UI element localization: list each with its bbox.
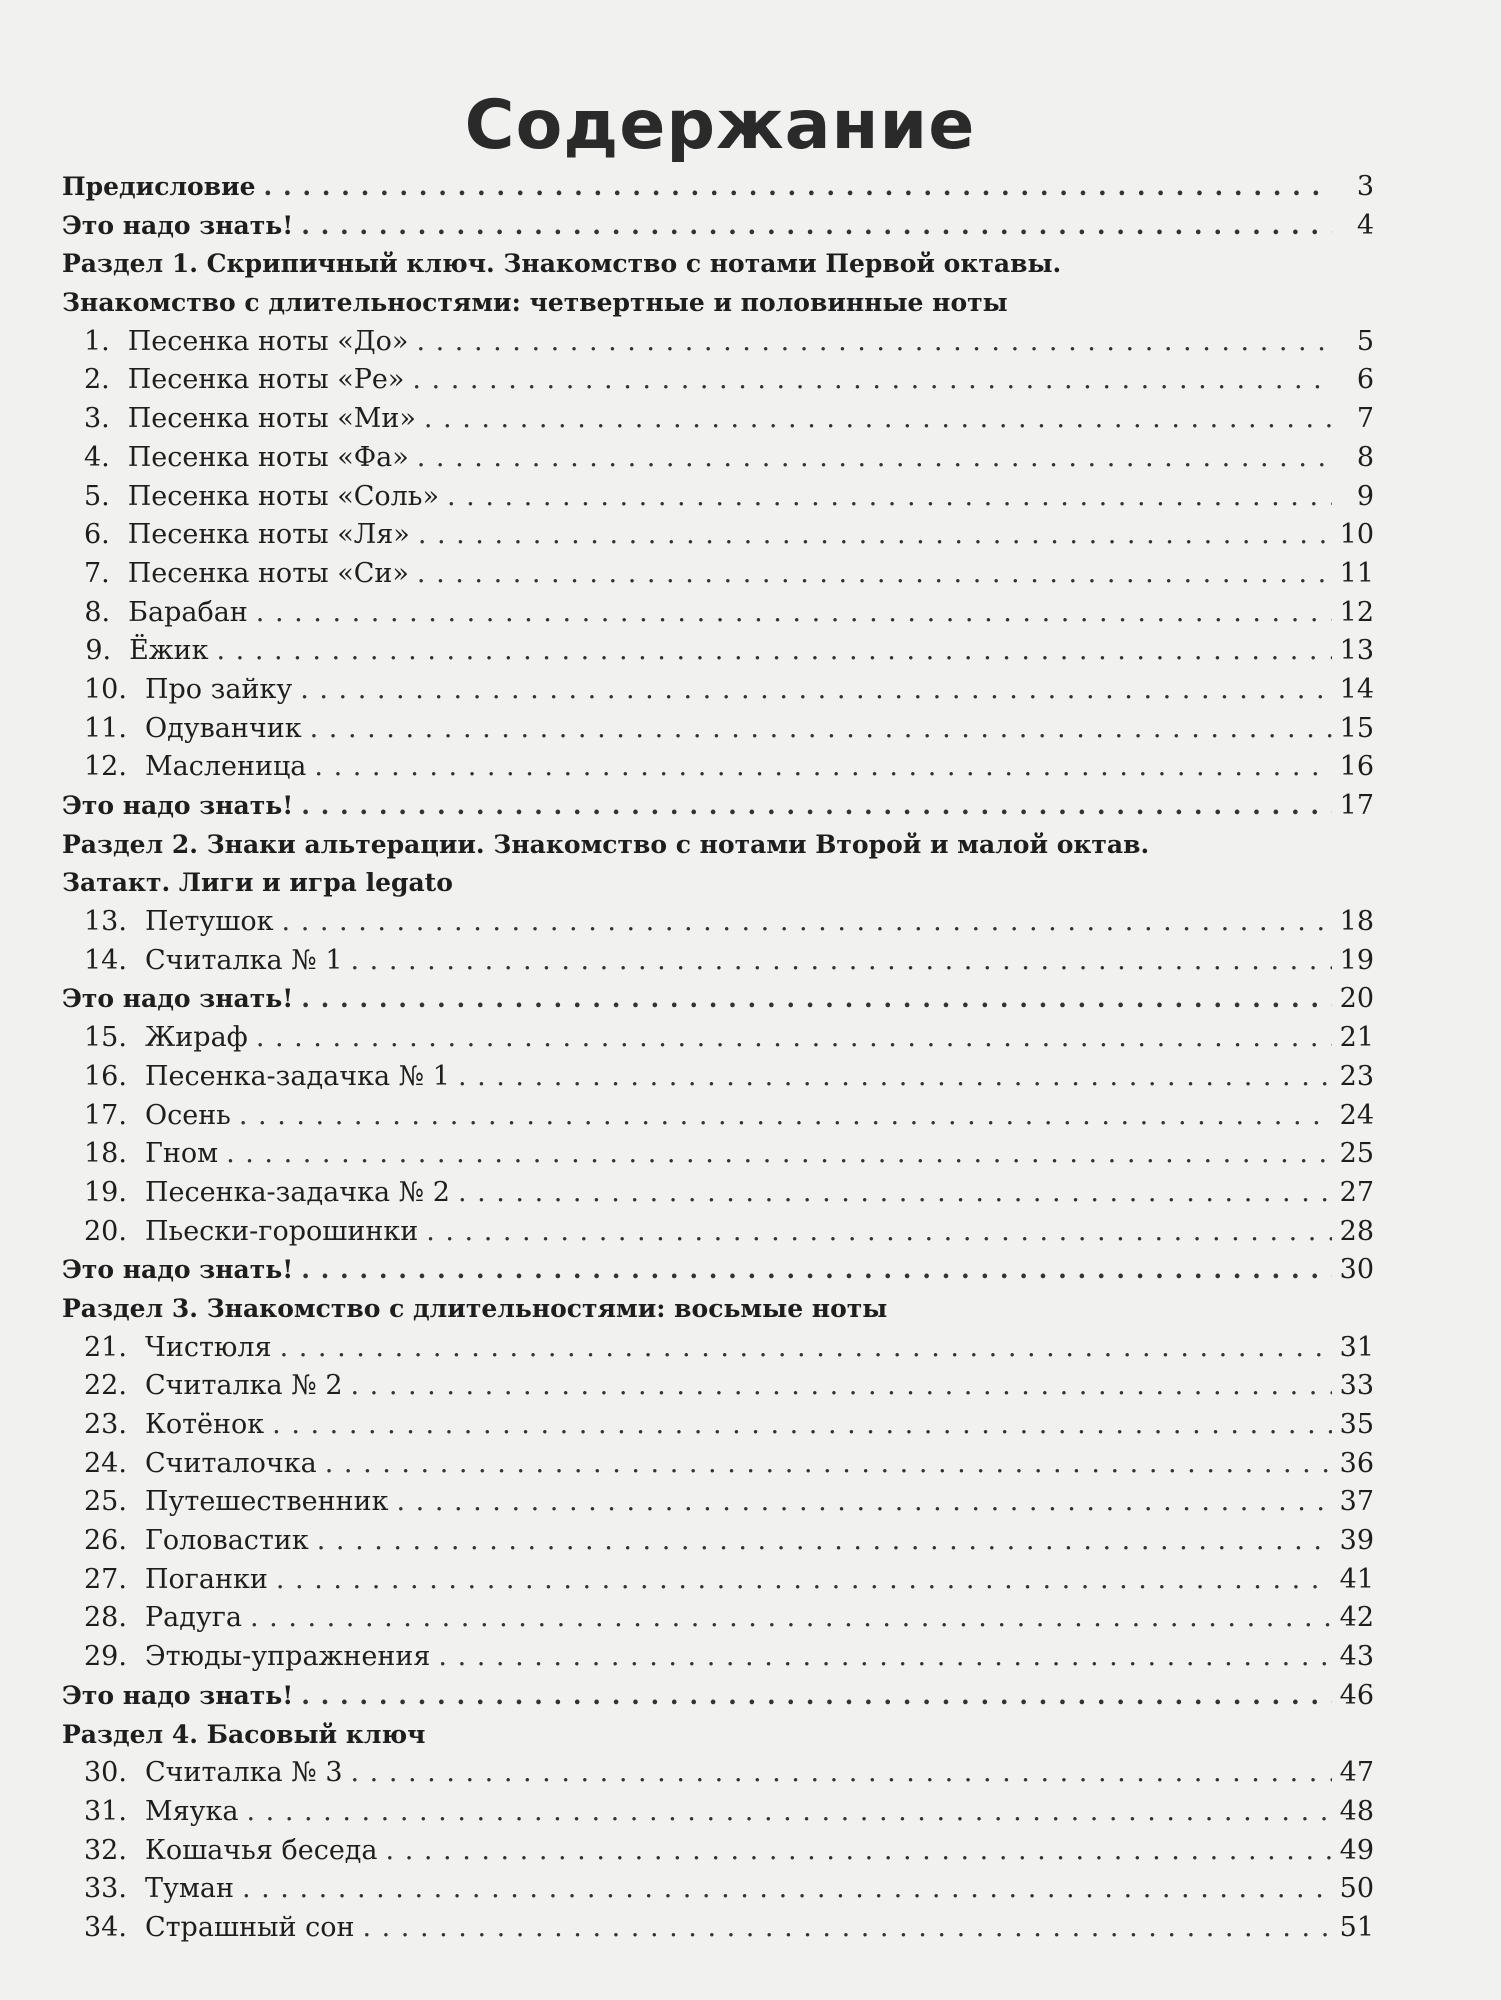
dot-leader [418, 516, 1332, 555]
toc-entry-label: Песенка ноты «До» [127, 325, 409, 357]
dot-leader [458, 1058, 1332, 1097]
dot-leader [447, 478, 1332, 517]
toc-item-number: 4. [84, 441, 110, 473]
dot-leader [426, 1213, 1331, 1252]
toc-page-number: 23 [1339, 1060, 1374, 1092]
toc-item-number: 29. [84, 1641, 127, 1673]
toc-section-heading [62, 245, 1374, 284]
dot-leader [417, 439, 1332, 478]
toc-entry-label: Этюды-упражнения [144, 1641, 431, 1673]
toc-section-heading [62, 1290, 1374, 1329]
toc-entry-label: Туман [144, 1873, 234, 1905]
toc-item [62, 1367, 1374, 1406]
toc-entry-label: Мяука [144, 1795, 239, 1827]
toc-entry-label: Считалка № 1 [144, 944, 343, 976]
toc-item [62, 439, 1374, 478]
page-title: Содержание [464, 85, 976, 165]
toc-item-number: 31. [84, 1795, 127, 1827]
toc-entry-label: Страшный сон [144, 1911, 355, 1943]
toc-page-number: 15 [1339, 712, 1374, 744]
dot-leader [386, 1832, 1332, 1871]
toc-entry-label: Затакт. Лиги и игра legato [62, 868, 453, 898]
toc-entry-label: Петушок [144, 906, 274, 938]
toc-entry-label: Кошачья беседа [144, 1834, 378, 1866]
toc-entry-label: Путешественник [144, 1486, 389, 1518]
toc-page-number: 24 [1339, 1099, 1374, 1131]
dot-leader [272, 1406, 1331, 1445]
toc-page-number: 28 [1339, 1215, 1374, 1247]
toc-entry-label: Одуванчик [144, 712, 302, 744]
dot-leader [325, 1445, 1332, 1484]
toc-page-number: 13 [1339, 635, 1374, 667]
toc-item-number: 13. [84, 906, 127, 938]
toc-item [62, 710, 1374, 749]
dot-leader [239, 1097, 1332, 1136]
toc-entry-label: Пьески-горошинки [144, 1215, 419, 1247]
toc-page-number: 39 [1339, 1525, 1374, 1557]
dot-leader [300, 671, 1331, 710]
dot-leader [458, 1174, 1332, 1213]
toc-item-number: 11. [84, 712, 127, 744]
toc-entry-label: Раздел 3. Знакомство с длительностями: восьмые ноты [62, 1293, 888, 1323]
toc-item [62, 1832, 1374, 1871]
toc-page-number: 46 [1339, 1679, 1374, 1711]
toc-item-number: 2. [84, 364, 110, 396]
toc-entry-label: Масленица [144, 751, 307, 783]
toc-section-heading [62, 284, 1374, 323]
dot-leader [301, 787, 1331, 826]
toc-item-number: 7. [84, 557, 110, 589]
toc-entry-label: Знакомство с длительностями: четвертные и половинные ноты [62, 288, 1008, 318]
toc-item-number: 19. [84, 1176, 127, 1208]
toc-bold-entry [62, 980, 1374, 1019]
toc-item [62, 555, 1374, 594]
toc-item-number: 20. [84, 1215, 127, 1247]
toc-item [62, 942, 1374, 981]
toc-page-number: 36 [1339, 1447, 1374, 1479]
dot-leader [317, 1522, 1332, 1561]
toc-item [62, 632, 1374, 671]
toc-item-number: 30. [84, 1757, 127, 1789]
toc-item [62, 671, 1374, 710]
dot-leader [351, 1367, 1332, 1406]
toc-item [62, 1406, 1374, 1445]
toc-page-number: 48 [1339, 1795, 1374, 1827]
toc-section-heading [62, 864, 1374, 903]
toc-page-number: 8 [1356, 441, 1374, 473]
toc-page-number: 42 [1339, 1602, 1374, 1634]
toc-bold-entry [62, 207, 1374, 246]
toc-page-number: 18 [1339, 906, 1374, 938]
toc-page-number: 43 [1339, 1641, 1374, 1673]
toc-item-number: 8. [84, 596, 111, 628]
toc-bold-entry [62, 168, 1374, 207]
toc-bold-entry [62, 1677, 1374, 1716]
toc-page-number: 3 [1356, 171, 1374, 202]
toc-item-number: 9. [85, 635, 112, 667]
toc-item [62, 361, 1374, 400]
toc-entry-label: Котёнок [144, 1409, 265, 1440]
toc-item [62, 1019, 1374, 1058]
toc-entry-label: Раздел 4. Басовый ключ [62, 1719, 426, 1749]
toc-item [62, 748, 1374, 787]
toc-item-number: 16. [84, 1060, 127, 1092]
toc-bold-entry [62, 1251, 1374, 1290]
toc-entry-label: Считалка № 2 [144, 1370, 343, 1402]
toc-page-number: 25 [1339, 1138, 1374, 1170]
dot-leader [416, 323, 1332, 362]
toc-entry-label: Это надо знать! [62, 984, 294, 1014]
toc-entry-label: Гном [144, 1138, 219, 1170]
toc-item-number: 12. [84, 751, 127, 783]
toc-page-number: 9 [1356, 480, 1374, 512]
toc-item [62, 1522, 1374, 1561]
toc-item [62, 1213, 1374, 1252]
dot-leader [314, 748, 1331, 787]
toc-item [62, 1793, 1374, 1832]
toc-entry-label: Песенка-задачка № 2 [144, 1176, 450, 1208]
dot-leader [310, 710, 1332, 749]
toc-entry-label: Ёжик [129, 635, 209, 667]
dot-leader [276, 1561, 1332, 1600]
toc-entry-label: Поганки [144, 1563, 268, 1595]
dot-leader [351, 942, 1332, 981]
toc-page-number: 16 [1339, 751, 1374, 783]
toc-item [62, 323, 1374, 362]
toc-item [62, 1174, 1374, 1213]
toc-item [62, 1135, 1374, 1174]
toc-page-number: 17 [1339, 790, 1374, 821]
toc-item [62, 1909, 1374, 1948]
dot-leader [301, 980, 1331, 1019]
toc-item [62, 903, 1374, 942]
toc-entry-label: Предисловие [62, 172, 256, 201]
toc-item [62, 1329, 1374, 1368]
toc-item-number: 6. [84, 519, 110, 551]
dot-leader [301, 1251, 1331, 1290]
toc-page-number: 5 [1356, 325, 1374, 357]
toc-page-number: 4 [1356, 209, 1374, 241]
toc-item-number: 25. [84, 1486, 127, 1518]
toc-item [62, 516, 1374, 555]
toc-page-number: 41 [1339, 1563, 1374, 1595]
toc-page-number: 37 [1339, 1486, 1374, 1518]
toc-page-number: 7 [1356, 403, 1374, 435]
toc-entry-label: Песенка ноты «Соль» [127, 480, 440, 512]
toc-entry-label: Песенка-задачка № 1 [144, 1060, 450, 1092]
toc-page-number: 49 [1339, 1834, 1374, 1866]
dot-leader [282, 903, 1332, 942]
toc-item-number: 5. [84, 480, 110, 512]
dot-leader [438, 1638, 1331, 1677]
toc-page-number: 12 [1339, 596, 1374, 628]
toc-entry-label: Раздел 2. Знаки альтерации. Знакомство с нотами Второй и малой октав. [62, 829, 1150, 859]
toc-item-number: 21. [84, 1331, 127, 1363]
toc-entry-label: Считалочка [144, 1447, 317, 1479]
toc-page-number: 20 [1339, 983, 1374, 1015]
toc-entry-label: Песенка ноты «Фа» [127, 441, 409, 473]
toc-page-number: 35 [1339, 1409, 1374, 1440]
table-of-contents [62, 168, 1374, 1948]
toc-page-number: 50 [1339, 1873, 1374, 1905]
toc-page-number: 14 [1339, 673, 1374, 705]
toc-page-number: 10 [1339, 519, 1374, 551]
dot-leader [247, 1793, 1332, 1832]
toc-page-number: 27 [1339, 1176, 1374, 1208]
dot-leader [412, 361, 1332, 400]
toc-item-number: 28. [84, 1602, 127, 1634]
toc-item [62, 1754, 1374, 1793]
toc-item [62, 1483, 1374, 1522]
toc-page-number: 47 [1339, 1757, 1374, 1789]
dot-leader [351, 1754, 1332, 1793]
dot-leader [362, 1909, 1331, 1948]
dot-leader [256, 594, 1332, 633]
dot-leader [417, 555, 1332, 594]
toc-entry-label: Это надо знать! [62, 210, 294, 240]
toc-entry-label: Это надо знать! [62, 791, 294, 820]
toc-item [62, 1445, 1374, 1484]
toc-entry-label: Раздел 1. Скрипичный ключ. Знакомство с нотами Первой октавы. [62, 249, 1062, 279]
toc-item-number: 33. [84, 1873, 127, 1905]
toc-item-number: 23. [84, 1409, 127, 1440]
dot-leader [280, 1329, 1332, 1368]
toc-item [62, 1097, 1374, 1136]
toc-entry-label: Это надо знать! [62, 1680, 294, 1710]
toc-item-number: 22. [84, 1370, 127, 1402]
dot-leader [396, 1483, 1331, 1522]
toc-page-number: 11 [1339, 557, 1374, 589]
toc-item-number: 32. [84, 1834, 127, 1866]
dot-leader [226, 1135, 1332, 1174]
toc-page-number: 19 [1339, 944, 1374, 976]
dot-leader [217, 632, 1332, 671]
toc-entry-label: Барабан [128, 596, 248, 628]
toc-item-number: 15. [84, 1022, 127, 1054]
toc-item-number: 1. [84, 325, 110, 357]
toc-page-number: 33 [1339, 1370, 1374, 1402]
toc-section-heading [62, 1716, 1374, 1755]
toc-page-number: 30 [1339, 1254, 1374, 1286]
toc-bold-entry [62, 787, 1374, 826]
toc-item [62, 594, 1374, 633]
toc-page-number: 51 [1339, 1911, 1374, 1943]
toc-item [62, 1599, 1374, 1638]
toc-item-number: 10. [84, 673, 127, 705]
toc-item-number: 24. [84, 1447, 127, 1479]
toc-entry-label: Радуга [144, 1602, 242, 1634]
dot-leader [301, 207, 1332, 246]
toc-entry-label: Песенка ноты «Ре» [127, 364, 405, 396]
toc-entry-label: Осень [144, 1099, 231, 1131]
toc-item [62, 1638, 1374, 1677]
dot-leader [264, 168, 1332, 207]
toc-entry-label: Головастик [144, 1525, 309, 1557]
toc-item [62, 1058, 1374, 1097]
toc-item-number: 3. [84, 403, 110, 435]
dot-leader [242, 1870, 1332, 1909]
toc-page-number: 21 [1339, 1022, 1374, 1054]
toc-item-number: 27. [84, 1563, 127, 1595]
dot-leader [256, 1019, 1332, 1058]
dot-leader [301, 1677, 1331, 1716]
toc-entry-label: Про зайку [144, 673, 293, 705]
toc-item [62, 400, 1374, 439]
dot-leader [424, 400, 1332, 439]
toc-item [62, 1870, 1374, 1909]
toc-entry-label: Песенка ноты «Ми» [127, 403, 416, 435]
toc-entry-label: Чистюля [144, 1331, 272, 1363]
toc-entry-label: Песенка ноты «Си» [127, 557, 409, 589]
toc-page-number: 6 [1356, 364, 1374, 396]
toc-item-number: 26. [84, 1525, 127, 1557]
dot-leader [250, 1599, 1332, 1638]
toc-item-number: 18. [84, 1138, 127, 1170]
toc-item [62, 1561, 1374, 1600]
toc-item-number: 34. [84, 1911, 127, 1943]
toc-entry-label: Жираф [144, 1022, 248, 1054]
toc-entry-label: Считалка № 3 [144, 1757, 343, 1789]
toc-entry-label: Это надо знать! [62, 1255, 294, 1285]
toc-item-number: 17. [84, 1099, 127, 1131]
toc-item [62, 478, 1374, 517]
toc-item-number: 14. [84, 944, 127, 976]
toc-section-heading [62, 826, 1374, 865]
toc-entry-label: Песенка ноты «Ля» [127, 519, 410, 551]
toc-page-number: 31 [1339, 1331, 1374, 1363]
